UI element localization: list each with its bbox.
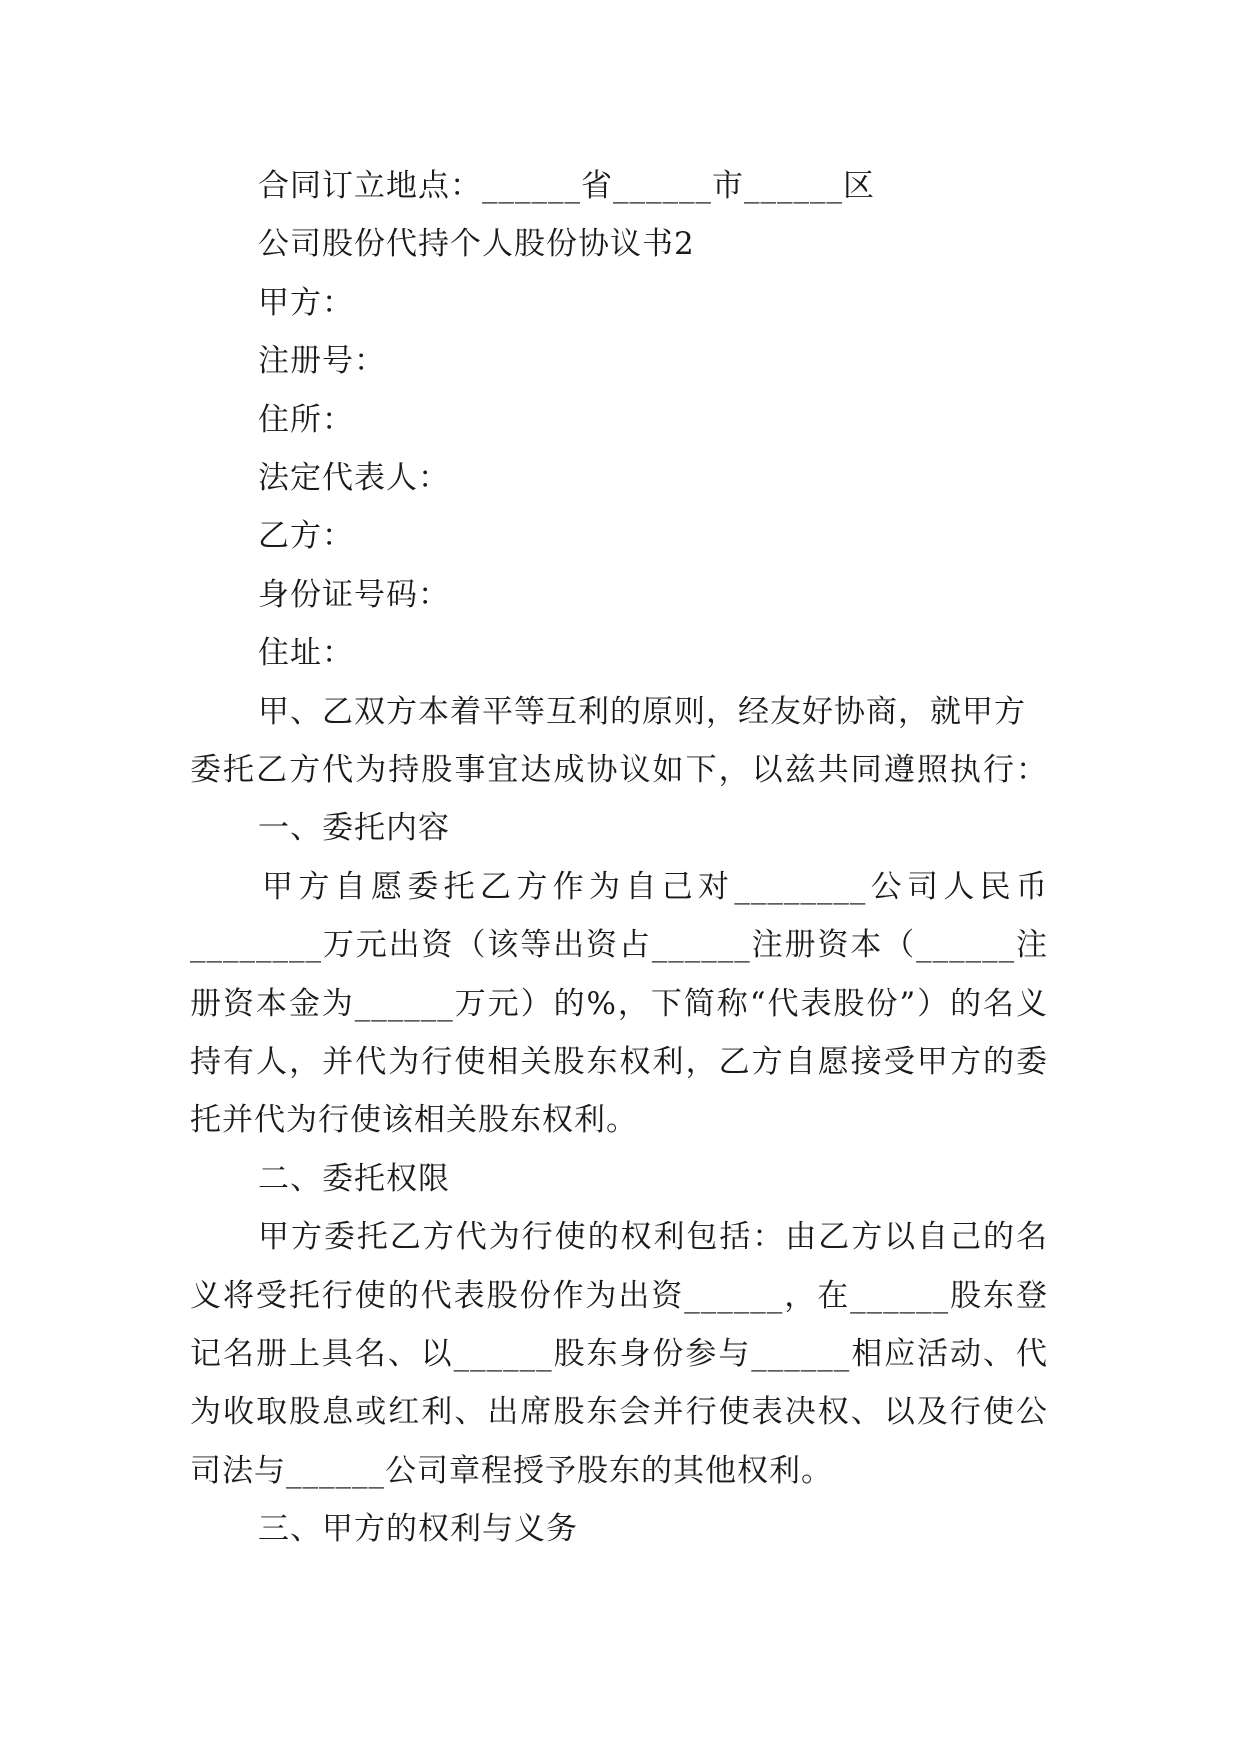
party-b-label: 乙方： [258, 518, 354, 554]
section-heading-2: 二、委托权限 [258, 1161, 450, 1197]
section2-line-1: 甲方委托乙方代为行使的权利包括：由乙方以自己的名 [258, 1219, 1048, 1255]
preamble-line-1: 甲、乙双方本着平等互利的原则，经友好协商，就甲方 [258, 694, 1026, 730]
section1-line-4: 持有人，并代为行使相关股东权利，乙方自愿接受甲方的委 [190, 1044, 1048, 1080]
domicile-label: 住所： [258, 402, 354, 438]
section1-line-1: 甲方自愿委托乙方作为自己对________公司人民币 [262, 869, 1048, 905]
section1-line-2: ________万元出资（该等出资占______注册资本（______注 [190, 927, 1048, 963]
section2-line-2: 义将受托行使的代表股份作为出资______，在______股东登 [190, 1278, 1048, 1314]
section1-line-3: 册资本金为______万元）的%，下简称“代表股份”）的名义 [190, 986, 1048, 1022]
section2-line-4: 为收取股息或红利、出席股东会并行使表决权、以及行使公 [190, 1394, 1048, 1430]
section-heading-1: 一、委托内容 [258, 810, 450, 846]
id-number-label: 身份证号码： [258, 577, 450, 613]
address-label: 住址： [258, 635, 354, 671]
contract-location-line: 合同订立地点：______省______市______区 [258, 168, 875, 204]
section1-line-5: 托并代为行使该相关股东权利。 [190, 1102, 638, 1138]
section2-line-5: 司法与______公司章程授予股东的其他权利。 [190, 1453, 833, 1489]
party-a-label: 甲方： [258, 285, 354, 321]
registration-number-label: 注册号： [258, 343, 386, 379]
section-heading-3: 三、甲方的权利与义务 [258, 1511, 578, 1547]
document-title: 公司股份代持个人股份协议书2 [258, 226, 695, 262]
section2-line-3: 记名册上具名、以______股东身份参与______相应活动、代 [190, 1336, 1048, 1372]
preamble-line-2: 委托乙方代为持股事宜达成协议如下，以兹共同遵照执行： [190, 752, 1048, 788]
legal-representative-label: 法定代表人： [258, 460, 450, 496]
